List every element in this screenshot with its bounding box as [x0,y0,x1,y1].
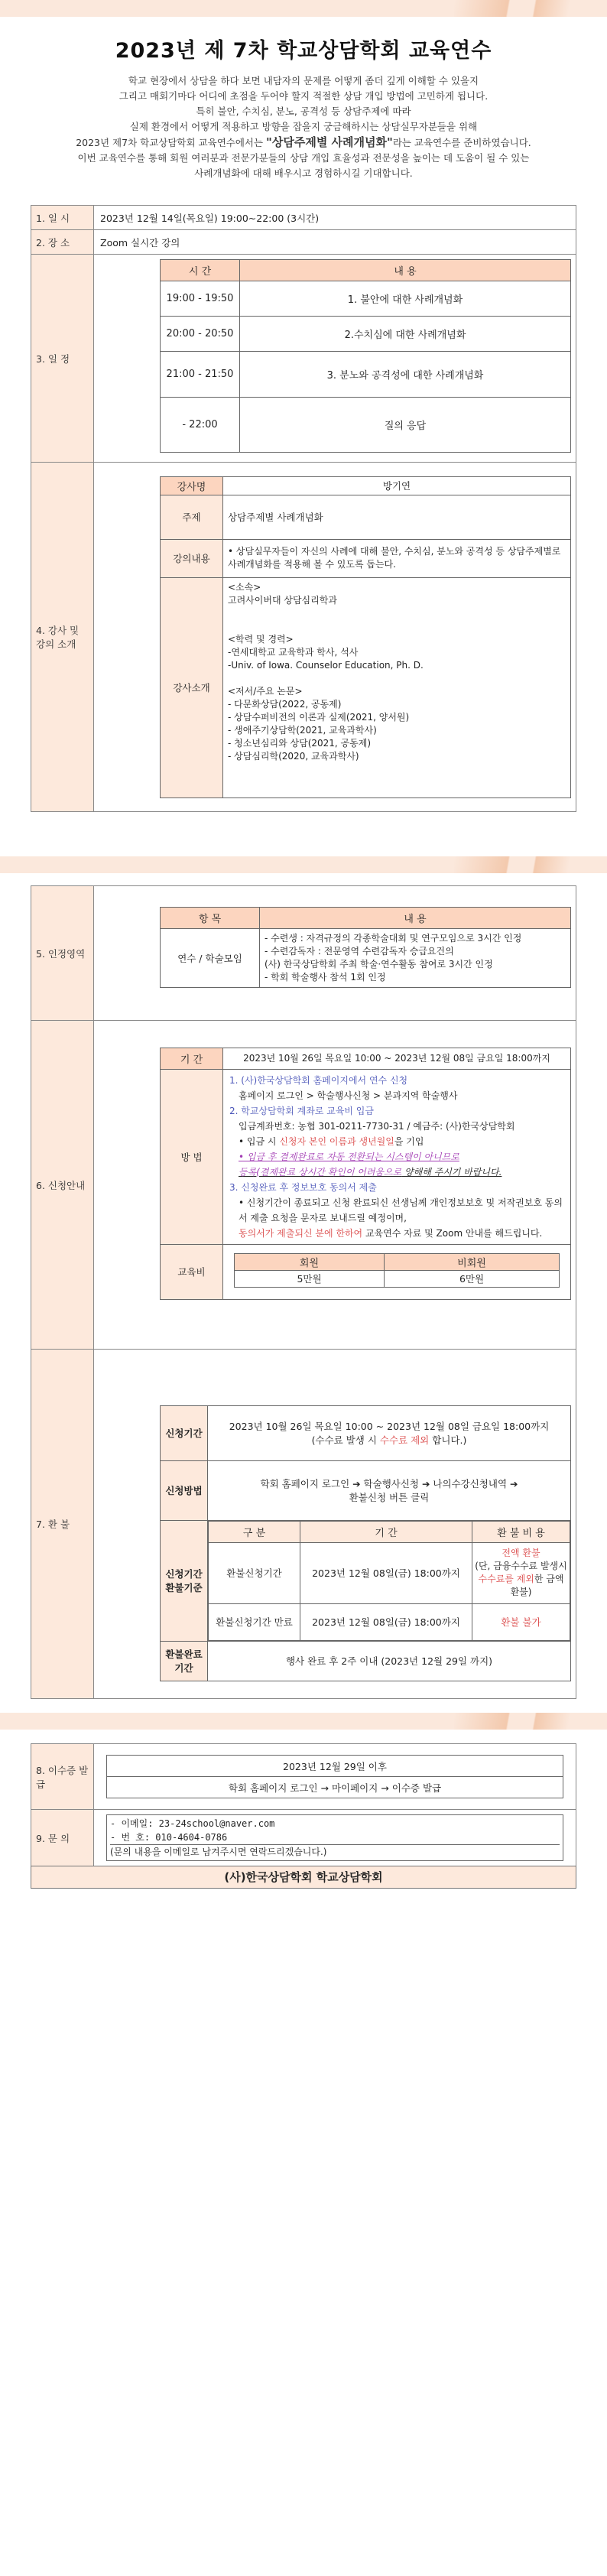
cert-label: 5. 인정영역 [31,886,94,1021]
bio-line [228,620,566,633]
schedule-time: 20:00 - 20:50 [161,317,240,352]
refund-row-type: 환불신청기간 만료 [209,1603,300,1640]
bio-line [228,607,566,620]
method-line: 2. 학교상담학회 계좌로 교육비 입금 [229,1105,374,1116]
refund-text: 한 금액 환불) [510,1574,564,1597]
bio-line: <학력 및 경력> [228,633,294,645]
contact-email: - 이메일: 23-24school@naver.com [110,1818,275,1829]
fee-member: 5만원 [235,1270,385,1287]
refund-period-label: 신청기간 [161,1405,208,1460]
method-text: 교육연수 자료 및 Zoom 안내를 해드립니다. [362,1227,543,1239]
method-line: 3. 신청완료 후 정보보호 동의서 제출 [229,1181,377,1193]
schedule-row [161,398,571,453]
refund-label: 7. 환 불 [31,1350,94,1699]
bio-line: <저서/주요 논문> [228,685,303,697]
intro-line: 학교 현장에서 상담을 하다 보면 내담자의 문제를 어떻게 좀더 깊게 이해할 수 있을지 [128,75,479,86]
schedule-header-time: 시 간 [161,260,240,281]
cert-line: - 수련생 : 자격규정의 각종학술대회 및 연구모임으로 3시간 인정 [265,932,522,944]
intro-line: 실제 환경에서 어떻게 적용하고 방향을 잡을지 궁금해하시는 상담실무자분들을 위해 [129,121,478,132]
bio-line: - 상담수퍼비전의 이론과 실제(2021, 양서원) [228,711,410,723]
place-label: 2. 장 소 [31,230,94,255]
refund-done: 행사 완료 후 2주 이내 (2023년 12월 29일 까지) [208,1641,571,1681]
date-value: 2023년 12월 14일(목요일) 19:00~22:00 (3시간) [94,206,576,230]
schedule-row [161,281,571,317]
refund-period-line [208,1433,570,1447]
fee-label: 교육비 [161,1244,223,1299]
bio-line: - 다문화상담(2022, 공동제) [228,698,342,710]
lecturer-table [160,476,571,798]
cert-line: - 수련감독자 : 전문영역 수련감독자 승급요건의 [265,945,454,957]
lecturer-name-label: 강사명 [161,476,223,495]
lecturer-label: 4. 강사 및 강의 소개 [31,463,94,812]
refund-header-period: 기 간 [300,1521,472,1542]
issue-date: 2023년 12월 29일 이후 [107,1756,563,1777]
schedule-label: 3. 일 정 [31,255,94,463]
period-label: 기 간 [161,1048,223,1069]
bio-value [223,577,571,797]
divider-band [0,856,607,873]
refund-done-label: 환불완료 기간 [161,1641,208,1681]
refund-criteria-table [208,1521,570,1641]
method-highlight: 신청자 본인 이름과 생년월일 [279,1135,394,1147]
topic-value: 상담주제별 사례개념화 [223,495,571,539]
apply-cell [94,1021,576,1350]
refund-text: (단, 금융수수료 발생시 [475,1561,567,1571]
method-label: 방 법 [161,1069,223,1244]
intro-line: 특히 불안, 수치심, 분노, 공격성 등 상담주제에 따라 [196,106,411,117]
schedule-time: 21:00 - 21:50 [161,352,240,398]
method-line [229,1134,564,1149]
schedule-header-content: 내 용 [240,260,571,281]
place-value: Zoom 실시간 강의 [94,230,576,255]
divider-band [0,1713,607,1730]
issue-table [106,1755,563,1798]
refund-row-type: 환불신청기간 [209,1542,300,1603]
schedule-time: 19:00 - 19:50 [161,281,240,317]
contact-box [106,1814,563,1861]
refund-row-amount: 환불 불가 [472,1603,570,1640]
method-note-part: 등록(결제완료 상시간 확인이 어려움으로 [239,1166,402,1178]
intro-line: 사례개념화에 대해 배우시고 경험하시길 기대합니다. [194,167,413,179]
method-value [223,1069,571,1244]
refund-amount-line [472,1560,570,1599]
refund-amount-line: 전액 환불 [502,1548,540,1558]
method-line [229,1226,564,1241]
refund-highlight: 수수료를 제외 [478,1574,534,1584]
bio-line: <소속> [228,581,261,593]
refund-table [160,1405,571,1681]
intro-text-part: 2023년 제7차 학교상담학회 교육연수에서는 [76,137,267,148]
bio-line: - 상담심리학(2020, 교육과학사) [228,750,359,762]
cert-header-item: 항 목 [161,907,260,928]
schedule-content: 1. 불안에 대한 사례개념화 [240,281,571,317]
intro-line: 그리고 매회기마다 어디에 초점을 두어야 할지 적절한 상담 개입 방법에 고민하게 됩니다. [118,90,489,102]
refund-method-line: 학회 홈페이지 로그인 ➔ 학술행사신청 ➔ 나의수강신청내역 ➔ [260,1478,518,1489]
refund-row-period: 2023년 12월 08일(금) 18:00까지 [300,1603,472,1640]
refund-row-amount [472,1542,570,1603]
refund-text: (수수료 발생 시 [311,1434,380,1446]
method-note [229,1165,564,1180]
fee-cell [223,1244,571,1299]
apply-label: 6. 신청안내 [31,1021,94,1350]
cert-line: - 학회 학술행사 참석 1회 인정 [265,971,386,983]
refund-method [208,1460,571,1520]
intro-text-part: 라는 교육연수를 준비하였습니다. [392,137,531,148]
cert-header-content: 내 용 [260,907,571,928]
info-section-1 [31,205,576,812]
refund-highlight: 수수료 제외 [379,1434,430,1446]
method-line: 1. (사)한국상담학회 홈페이지에서 연수 신청 [229,1074,408,1086]
apply-table [160,1048,571,1300]
refund-header-type: 구 분 [209,1521,300,1542]
refund-criteria-label: 신청기간 환불기준 [161,1520,208,1641]
content-value: • 상담실무자들이 자신의 사례에 대해 불안, 수치심, 분노와 공격성 등 상담주제별로 사례개념화를 적용해 볼 수 있도록 돕는다. [223,539,571,577]
content-label: 강의내용 [161,539,223,577]
schedule-content: 질의 응답 [240,398,571,453]
refund-text: 합니다.) [429,1434,467,1446]
method-line: • 신청기간이 종료되고 신청 완료되신 선생님께 개인정보보호 및 저작권보호 동의서 제출 요청을 문자로 보내드릴 예정이며, [239,1197,563,1223]
intro-text [31,73,576,181]
bank-account: 입금계좌번호: 농협 301-0211-7730-31 / 예금주: (사)한국상담학회 [239,1120,515,1132]
organization-footer: (사)한국상담학회 학교상담학회 [31,1866,576,1889]
fee-nonmember-header: 비회원 [384,1253,559,1270]
lecturer-cell [94,463,576,812]
refund-header-amount: 환 불 비 용 [472,1521,570,1542]
info-section-3 [31,1743,576,1866]
refund-method-label: 신청방법 [161,1460,208,1520]
refund-period-line: 2023년 10월 26일 목요일 10:00 ~ 2023년 12월 08일 금요일 18:00까지 [229,1421,550,1432]
method-text: 을 기입 [394,1135,424,1147]
period-value: 2023년 10월 26일 목요일 10:00 ~ 2023년 12월 08일 금요일 18:00까지 [223,1048,571,1069]
schedule-row [161,317,571,352]
method-text: • 입금 시 [239,1135,280,1147]
bio-line [228,672,566,685]
schedule-content: 2.수치심에 대한 사례개념화 [240,317,571,352]
lecturer-name: 방기연 [223,476,571,495]
cert-content [260,928,571,987]
topic-label: 주제 [161,495,223,539]
issue-cell [94,1744,576,1810]
cert-line: (사) 한국상담학회 주최 학술·연수활동 참여로 3시간 인정 [265,958,493,970]
issue-path: 학회 홈페이지 로그인 → 마이페이지 → 이수증 발급 [107,1777,563,1798]
schedule-cell [94,255,576,463]
intro-highlight: "상담주제별 사례개념화" [266,135,393,149]
fee-member-header: 회원 [235,1253,385,1270]
bio-line: - 생애주기상담학(2021, 교육과학사) [228,724,377,736]
intro-line [31,135,576,151]
method-line: 홈페이지 로그인 > 학술행사신청 > 분과지역 학술행사 [239,1090,458,1101]
bio-label: 강사소개 [161,577,223,797]
refund-cell [94,1350,576,1699]
intro-line: 이번 교육연수를 통해 회원 여러분과 전문가분들의 상담 개입 효율성과 전문성을 높이는 데 도움이 될 수 있는 [77,152,530,164]
fee-nonmember: 6만원 [384,1270,559,1287]
refund-method-line: 환불신청 버튼 클릭 [349,1492,430,1503]
method-note-part: 양해해 주시기 바랍니다. [401,1166,502,1178]
cert-table [160,907,571,988]
page-title: 2023년 제 7차 학교상담학회 교육연수 [115,39,492,63]
schedule-table [160,259,571,453]
method-highlight: 동의서가 제출되신 분에 한하여 [239,1227,363,1239]
schedule-time: - 22:00 [161,398,240,453]
refund-criteria-cell [208,1520,571,1641]
fee-table [234,1253,560,1288]
method-note: • 입금 후 결제완료로 자동 전환되는 시스템이 아니므로 [239,1151,459,1162]
top-band [0,0,607,17]
date-label: 1. 일 시 [31,206,94,230]
info-section-2 [31,885,576,1699]
bio-line: 고려사이버대 상담심리학과 [228,594,337,606]
cert-item: 연수 / 학술모임 [161,928,260,987]
refund-period [208,1405,571,1460]
schedule-content: 3. 분노와 공격성에 대한 사례개념화 [240,352,571,398]
bio-line: -연세대학교 교육학과 학사, 석사 [228,646,359,658]
bio-line: -Univ. of Iowa. Counselor Education, Ph. D. [228,659,424,671]
cert-cell [94,886,576,1021]
contact-label: 9. 문 의 [31,1810,94,1866]
bio-line: - 청소년심리와 상담(2021, 공동제) [228,737,372,749]
contact-phone: - 번 호: 010-4604-0786 [110,1832,228,1843]
schedule-row [161,352,571,398]
contact-cell [94,1810,576,1866]
issue-label: 8. 이수증 발급 [31,1744,94,1810]
refund-row-period: 2023년 12월 08일(금) 18:00까지 [300,1542,472,1603]
contact-note: (문의 내용을 이메일로 남겨주시면 연락드리겠습니다.) [110,1844,560,1859]
